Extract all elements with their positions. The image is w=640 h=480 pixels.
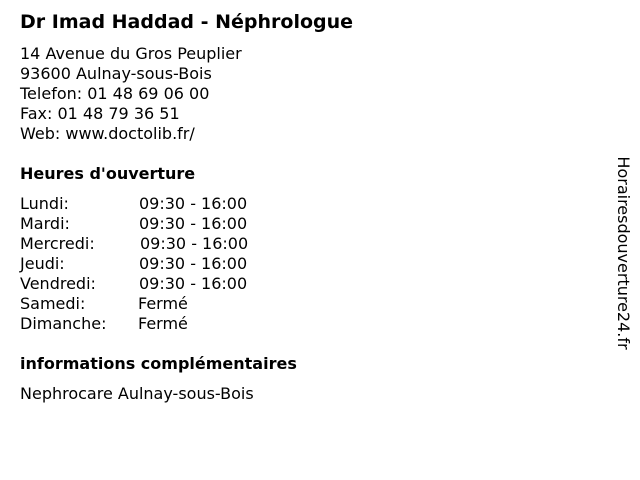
day-label: Mercredi: <box>20 234 95 253</box>
address-block <box>20 44 242 144</box>
city-address: 93600 Aulnay-sous-Bois <box>20 64 212 83</box>
hours-row-thursday <box>20 254 320 274</box>
hours-row-friday <box>20 274 320 294</box>
site-watermark: Horairesdouverture24.fr <box>614 156 633 350</box>
day-label: Samedi: <box>20 294 86 313</box>
hours-row-monday <box>20 194 320 214</box>
time-value: 09:30 - 16:00 <box>140 234 249 253</box>
time-value: Fermé <box>138 294 188 313</box>
hours-row-sunday <box>20 314 320 334</box>
page-title: Dr Imad Haddad - Néphrologue <box>20 11 354 33</box>
additional-info-heading: informations complémentaires <box>20 354 297 373</box>
hours-row-tuesday <box>20 214 320 234</box>
time-value: 09:30 - 16:00 <box>139 254 248 273</box>
time-value: 09:30 - 16:00 <box>139 274 248 293</box>
day-label: Lundi: <box>20 194 69 213</box>
phone-number: Telefon: 01 48 69 06 00 <box>20 84 210 103</box>
street-address: 14 Avenue du Gros Peuplier <box>20 44 242 63</box>
day-label: Dimanche: <box>20 314 107 333</box>
time-value: Fermé <box>138 314 188 333</box>
opening-hours-heading: Heures d'ouverture <box>20 164 196 183</box>
additional-info-text: Nephrocare Aulnay-sous-Bois <box>20 384 254 403</box>
fax-number: Fax: 01 48 79 36 51 <box>20 104 180 123</box>
opening-hours-list <box>20 194 320 334</box>
day-label: Mardi: <box>20 214 70 233</box>
time-value: 09:30 - 16:00 <box>139 214 248 233</box>
hours-row-wednesday <box>20 234 320 254</box>
time-value: 09:30 - 16:00 <box>139 194 248 213</box>
day-label: Jeudi: <box>20 254 65 273</box>
website-link[interactable]: Web: www.doctolib.fr/ <box>20 124 195 143</box>
hours-row-saturday <box>20 294 320 314</box>
day-label: Vendredi: <box>20 274 96 293</box>
